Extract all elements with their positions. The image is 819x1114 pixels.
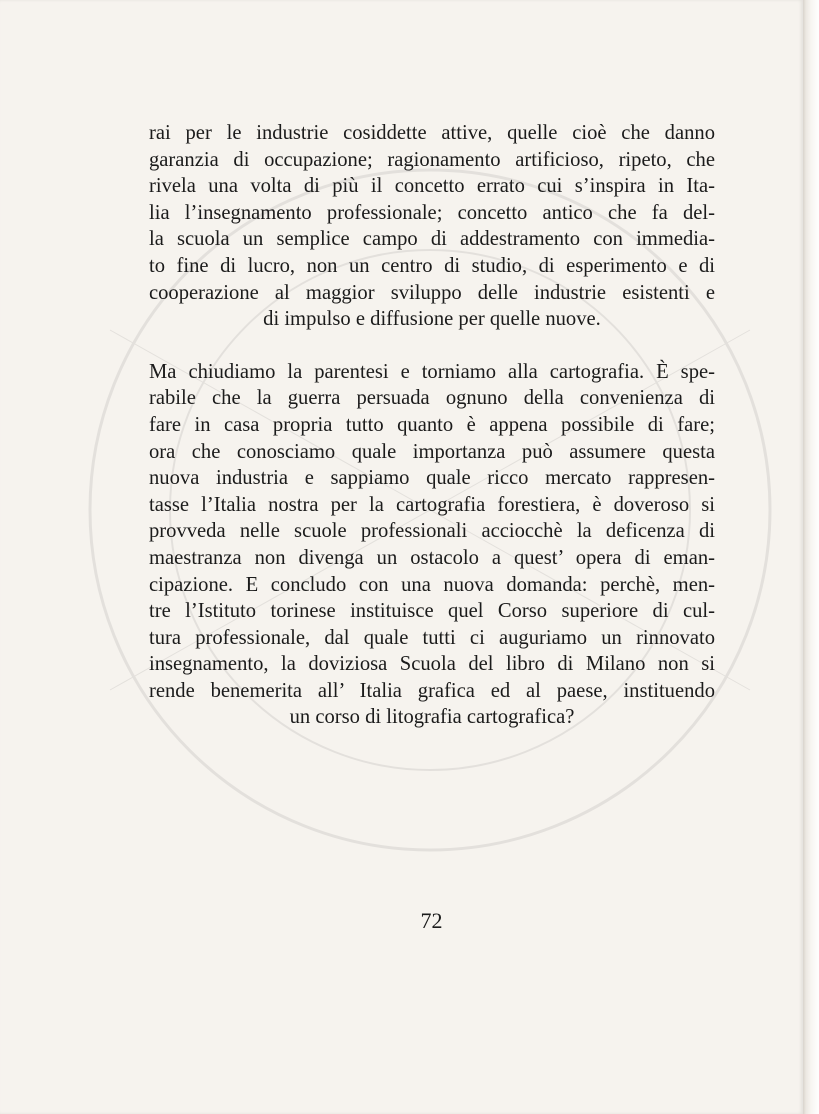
text-line: insegnamento, la doviziosa Scuola del libro di Milano non si <box>149 653 715 676</box>
text-line: provveda nelle scuole professionali acciocchè la deficenza di <box>149 520 715 543</box>
text-line: di impulso e diffusione per quelle nuove. <box>263 308 601 331</box>
text-line: la scuola un semplice campo di addestramento con immedia- <box>149 228 715 251</box>
text-line: tasse l’Italia nostra per la cartografia forestiera, è doveroso si <box>149 493 715 516</box>
text-line: tre l’Istituto torinese instituisce quel Corso superiore di cul- <box>149 600 715 623</box>
text-line: rende benemerita all’ Italia grafica ed al paese, instituendo <box>149 679 715 702</box>
text-line: rabile che la guerra persuada ognuno della convenienza di <box>149 387 715 410</box>
paragraph-spacer <box>149 333 715 359</box>
text-line: fare in casa propria tutto quanto è appena possibile di fare; <box>149 413 715 436</box>
text-line: Ma chiudiamo la parentesi e torniamo alla cartografia. È spe- <box>149 360 715 383</box>
text-line: garanzia di occupazione; ragionamento artificioso, ripeto, che <box>149 148 715 171</box>
text-line: to fine di lucro, non un centro di studio, di esperimento e di <box>149 254 715 277</box>
text-line: rivela una volta di più il concetto errato cui s’inspira in Ita- <box>149 175 715 198</box>
paragraph-1 <box>149 120 715 333</box>
body-text <box>149 120 715 731</box>
page-number: 72 <box>420 908 443 933</box>
text-line: ora che conosciamo quale importanza può assumere questa <box>149 440 715 463</box>
text-line: lia l’insegnamento professionale; concetto antico che fa del- <box>149 201 715 224</box>
text-line: cooperazione al maggior sviluppo delle industrie esistenti e <box>149 281 715 304</box>
text-line: maestranza non divenga un ostacolo a quest’ opera di eman- <box>149 546 715 569</box>
text-line: un corso di litografia cartografica? <box>289 706 575 729</box>
text-line: cipazione. E concludo con una nuova domanda: perchè, men- <box>149 573 715 596</box>
text-line: rai per le industrie cosiddette attive, quelle cioè che danno <box>149 122 715 144</box>
text-line: tura professionale, dal quale tutti ci auguriamo un rinnovato <box>149 626 715 649</box>
page-edge <box>803 0 819 1114</box>
paragraph-2 <box>149 359 715 731</box>
text-line: nuova industria e sappiamo quale ricco mercato rappresen- <box>149 467 715 490</box>
